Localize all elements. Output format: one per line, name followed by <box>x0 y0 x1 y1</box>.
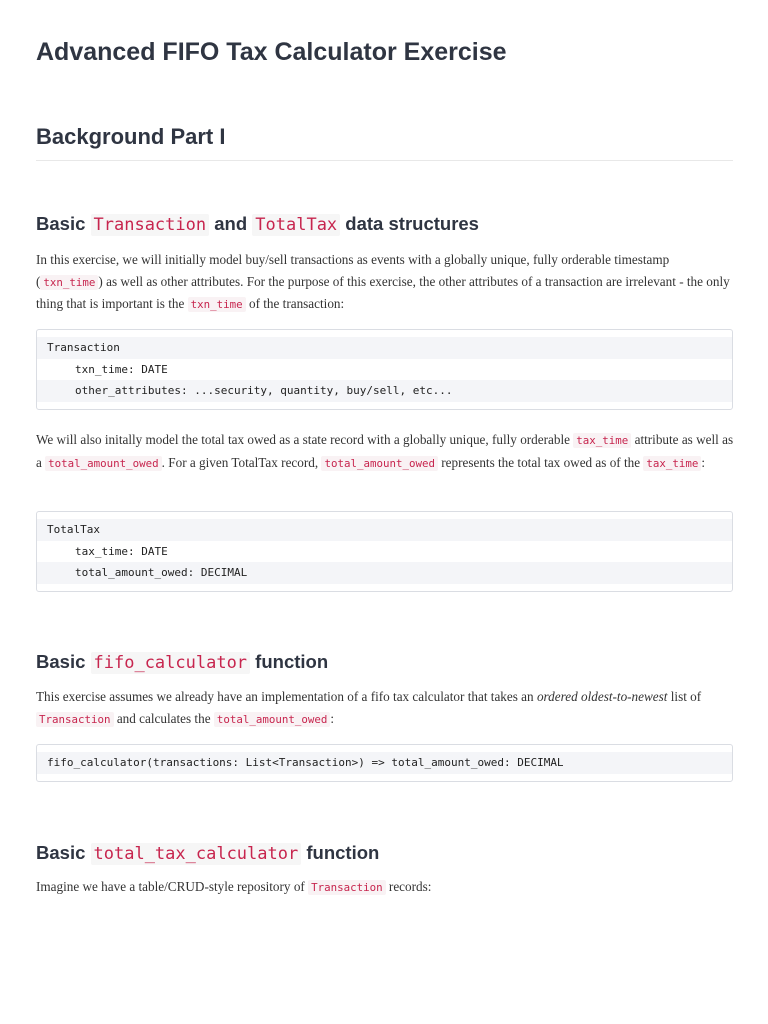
heading-text: and <box>209 213 253 234</box>
inline-code: total_amount_owed <box>321 456 438 471</box>
emphasis-text: ordered oldest-to-newest <box>536 689 668 704</box>
paragraph-transactions <box>36 249 734 316</box>
subsection-heading-data-structures <box>36 213 479 235</box>
heading-text: Basic <box>36 651 91 672</box>
text: . For a given TotalTax record, <box>161 454 322 470</box>
text: Imagine we have a table/CRUD-style repository of <box>36 879 309 894</box>
paragraph-repository <box>36 876 734 899</box>
text: In this exercise, we will initially model buy/sell transactions as events with a globally unique, fully orderable timestamp ( <box>36 252 670 289</box>
inline-code: Transaction <box>91 214 210 236</box>
subsection-heading-fifo-calculator <box>36 651 328 673</box>
subsection-heading-total-tax-calculator <box>36 842 379 864</box>
code-line: TotalTax <box>37 519 732 541</box>
code-line: other_attributes: ...security, quantity, buy/sell, etc... <box>37 380 732 402</box>
code-block-transaction <box>36 329 733 410</box>
heading-text: data structures <box>340 213 479 234</box>
heading-text: function <box>301 842 380 863</box>
text: of the transaction: <box>245 296 345 311</box>
text: records: <box>385 879 432 894</box>
code-line: Transaction <box>37 337 732 359</box>
inline-code: tax_time <box>573 433 631 448</box>
inline-code: tax_time <box>643 456 701 471</box>
text: : <box>701 454 706 470</box>
inline-code: total_amount_owed <box>45 456 162 471</box>
code-line: tax_time: DATE <box>75 544 168 558</box>
inline-code: TotalTax <box>252 214 340 236</box>
section-divider <box>36 160 733 161</box>
inline-code: Transaction <box>308 880 386 895</box>
inline-code: txn_time <box>188 297 246 312</box>
section-heading-background-part-1: Background Part I <box>36 124 226 149</box>
code-line: txn_time: DATE <box>75 362 168 376</box>
text: We will also initally model the total tax owed as a state record with a globally unique, fully orderable <box>36 432 574 447</box>
code-block-totaltax <box>36 511 733 592</box>
code-line: total_amount_owed: DECIMAL <box>37 562 732 584</box>
text: list of <box>667 689 702 704</box>
text: : <box>330 710 335 726</box>
inline-code: fifo_calculator <box>91 652 251 674</box>
heading-text: function <box>250 651 329 672</box>
text: attribute as well as a <box>36 432 734 470</box>
inline-code: txn_time <box>40 275 98 290</box>
inline-code: total_amount_owed <box>214 712 331 727</box>
heading-text: Basic <box>36 213 91 234</box>
text: ) as well as other attributes. For the purpose of this exercise, the other attributes of a transaction are irrelevant - the only thing that is important is the <box>36 273 730 311</box>
paragraph-total-tax <box>36 429 734 474</box>
inline-code: Transaction <box>36 712 114 727</box>
paragraph-fifo-calculator <box>36 686 734 730</box>
code-block-fifo-signature <box>36 744 733 782</box>
inline-code: total_tax_calculator <box>91 843 302 865</box>
text: represents the total tax owed as of the <box>437 454 644 470</box>
code-line: fifo_calculator(transactions: List<Transaction>) => total_amount_owed: DECIMAL <box>37 752 732 774</box>
text: This exercise assumes we already have an implementation of a fifo tax calculator that takes an <box>36 689 537 704</box>
text: and calculates the <box>113 710 214 726</box>
page-title: Advanced FIFO Tax Calculator Exercise <box>36 38 507 66</box>
heading-text: Basic <box>36 842 91 863</box>
